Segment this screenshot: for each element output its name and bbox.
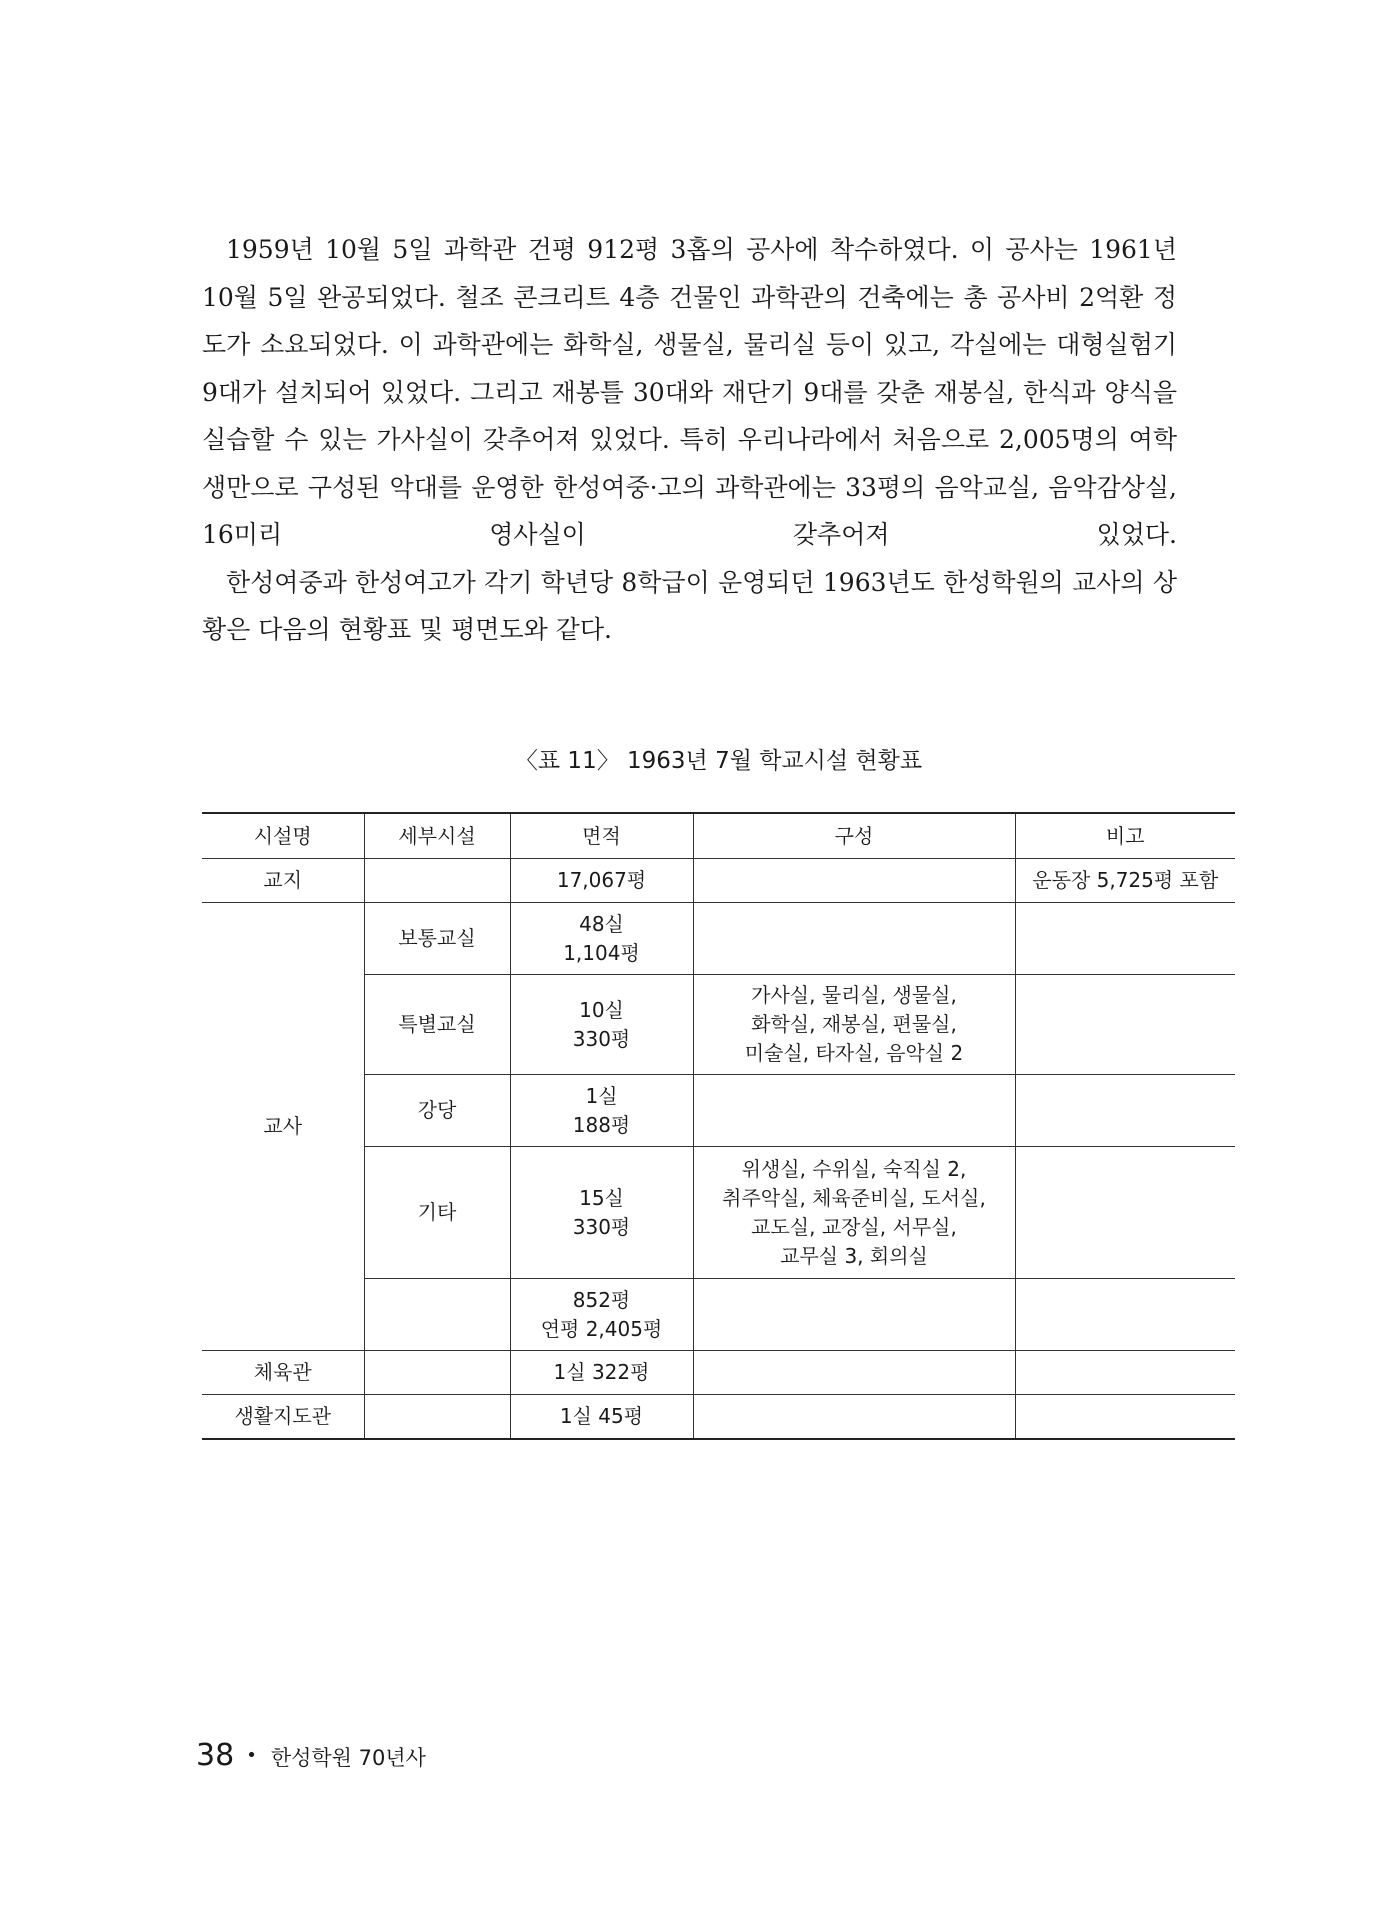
paragraph-1: 1959년 10월 5일 과학관 건평 912평 3홉의 공사에 착수하였다. 이 공사는 1961년 10월 5일 완공되었다. 철조 콘크리트 4층 건물인 과학관의 건축에는 총 공사비 2억환 정도가 소요되었다. 이 과학관에는 화학실, 생물실, 물리실 등이 있고, 각실에는 대형실험기 9대가 설치되어 있었다. 그리고 재봉틀 30대와 재단기 9대를 갖춘 재봉실, 한식과 양식을 실습할 수 있는 가사실이 갖추어져 있었다. 특히 우리나라에서 처음으로 2,005명의 여학생만으로 구성된 악대를 운영한 한성여중·고의 과학관에는 33평의 음악교실, 음악감상실, 16미리 영사실이 갖추어져 있었다. [202,235,1177,549]
header-area: 면적 [510,813,693,859]
cell-special-sub: 특별교실 [364,975,510,1075]
cell-site-composition [693,859,1015,903]
cell-guidance-composition [693,1395,1015,1439]
cell-regular-note [1015,903,1235,975]
cell-site-name: 교지 [202,859,364,903]
cell-auditorium-note [1015,1075,1235,1147]
cell-special-area: 10실 330평 [510,975,693,1075]
cell-guidance-area: 1실 45평 [510,1395,693,1439]
facilities-table [202,812,1235,1440]
cell-guidance-sub [364,1395,510,1439]
table-row-regular-classroom [202,903,1235,975]
bullet-separator: • [246,1745,257,1766]
cell-guidance-note [1015,1395,1235,1439]
header-facility-name: 시설명 [202,813,364,859]
cell-total-sub [364,1279,510,1351]
cell-gym-note [1015,1351,1235,1395]
cell-regular-sub: 보통교실 [364,903,510,975]
cell-guidance-name: 생활지도관 [202,1395,364,1439]
body-text [202,226,1177,654]
table-row-site [202,859,1235,903]
cell-gym-sub [364,1351,510,1395]
cell-gym-area: 1실 322평 [510,1351,693,1395]
cell-site-sub [364,859,510,903]
cell-school-building-name: 교사 [202,903,364,1351]
cell-total-note [1015,1279,1235,1351]
cell-other-sub: 기타 [364,1147,510,1279]
table-row-gym [202,1351,1235,1395]
cell-site-note: 운동장 5,725평 포함 [1015,859,1235,903]
cell-other-composition: 위생실, 수위실, 숙직실 2, 취주악실, 체육준비실, 도서실, 교도실, 교장실, 서무실, 교무실 3, 회의실 [693,1147,1015,1279]
cell-regular-composition [693,903,1015,975]
paragraph-2: 한성여중과 한성여고가 각기 학년당 8학급이 운영되던 1963년도 한성학원의 교사의 상황은 다음의 현황표 및 평면도와 같다. [202,567,1177,644]
page-number: 38 [196,1738,235,1773]
cell-other-area: 15실 330평 [510,1147,693,1279]
cell-regular-area: 48실 1,104평 [510,903,693,975]
cell-special-note [1015,975,1235,1075]
cell-auditorium-area: 1실 188평 [510,1075,693,1147]
cell-auditorium-sub: 강당 [364,1075,510,1147]
header-note: 비고 [1015,813,1235,859]
book-title: 한성학원 70년사 [270,1746,426,1770]
table-header-row [202,813,1235,859]
cell-site-area: 17,067평 [510,859,693,903]
cell-total-composition [693,1279,1015,1351]
header-sub-facility: 세부시설 [364,813,510,859]
header-composition: 구성 [693,813,1015,859]
cell-special-composition: 가사실, 물리실, 생물실, 화학실, 재봉실, 편물실, 미술실, 타자실, 음악실 2 [693,975,1015,1075]
cell-auditorium-composition [693,1075,1015,1147]
cell-other-note [1015,1147,1235,1279]
table-row-guidance-hall [202,1395,1235,1439]
cell-gym-name: 체육관 [202,1351,364,1395]
page-footer [196,1738,426,1773]
table-caption: 〈표 11〉 1963년 7월 학교시설 현황표 [514,748,923,774]
cell-gym-composition [693,1351,1015,1395]
cell-total-area: 852평 연평 2,405평 [510,1279,693,1351]
